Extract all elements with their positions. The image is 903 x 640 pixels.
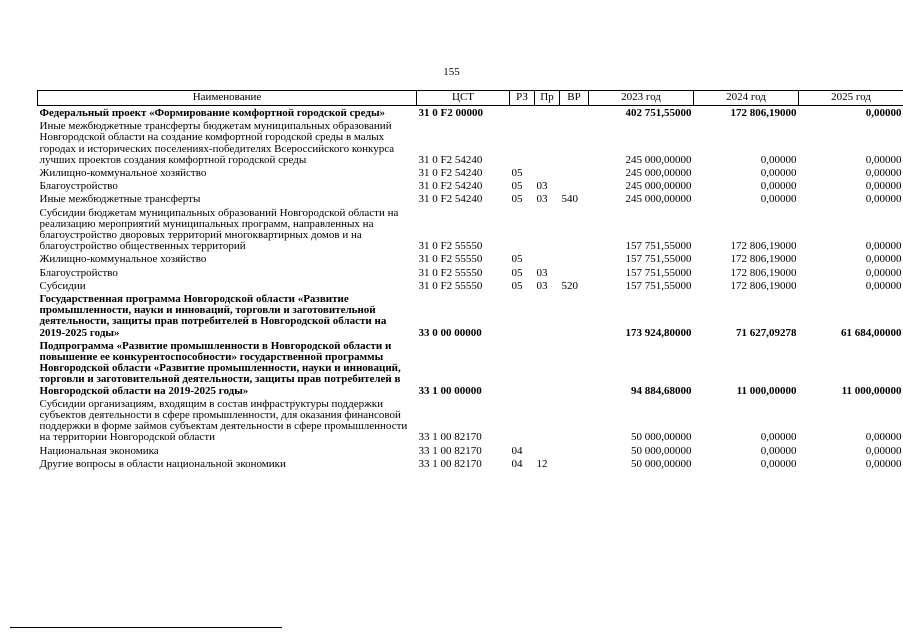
cell-2024: 172 806,19000 — [730, 107, 797, 119]
cell-vr — [560, 252, 589, 265]
cell-pr: 03 — [536, 266, 548, 279]
cell-2024: 71 627,09278 — [736, 326, 797, 339]
header-2025: 2025 год — [799, 91, 903, 106]
cell-cst: 31 0 F2 55550 — [418, 266, 483, 279]
cell-pr — [535, 166, 560, 179]
cell-2023: 50 000,00000 — [631, 431, 692, 444]
cell-2024: 172 806,19000 — [730, 266, 797, 279]
table-row — [38, 166, 903, 179]
header-pr: Пр — [535, 91, 560, 106]
header-2024: 2024 год — [694, 91, 799, 106]
cell-cst: 31 0 F2 55550 — [418, 279, 483, 292]
cell-name: Жилищно-коммунальное хозяйство — [39, 253, 207, 266]
cell-2025: 0,00000 — [865, 167, 902, 180]
cell-2023: 245 000,00000 — [625, 180, 692, 193]
cell-2023: 157 751,55000 — [625, 240, 692, 253]
cell-2024: 0,00000 — [760, 193, 797, 206]
cell-name: Субсидии бюджетам муниципальных образований Новгородской области на реализацию мероприятий муниципальных программ, направленных на благоустройство дворовых территорий многоквартирных домов и на благоустройство общественных территорий — [39, 206, 399, 253]
cell-pr — [535, 252, 560, 265]
cell-name: Жилищно-коммунальное хозяйство — [39, 167, 207, 180]
cell-2025: 0,00000 — [865, 431, 902, 444]
cell-2025: 0,00000 — [865, 266, 902, 279]
table-row — [38, 119, 903, 166]
cell-name: Подпрограмма «Развитие промышленности в Новгородской области и повышение ее конкурентоспособности» государственной программы Новгородской области «Развитие промышленности, науки и инноваций, торговли и заготовительной деятельности, защиты прав потребителей в Новгородской области на 2019-2025 годы» — [39, 339, 401, 397]
cell-2024: 0,00000 — [760, 180, 797, 193]
cell-2024: 172 806,19000 — [730, 240, 797, 253]
table-row — [38, 292, 903, 339]
cell-cst: 33 1 00 00000 — [418, 384, 482, 397]
cell-name: Иные межбюджетные трансферты — [39, 193, 201, 206]
table-header-row — [38, 91, 903, 106]
cell-vr — [560, 119, 589, 166]
cell-rz — [510, 292, 535, 339]
cell-2023: 50 000,00000 — [631, 457, 692, 470]
cell-2025: 0,00000 — [865, 107, 902, 119]
cell-cst: 31 0 F2 00000 — [418, 107, 483, 119]
table-row — [38, 192, 903, 205]
cell-2024: 172 806,19000 — [730, 279, 797, 292]
cell-2023: 173 924,80000 — [625, 326, 692, 339]
cell-cst: 33 1 00 82170 — [418, 457, 482, 470]
header-rz: РЗ — [510, 91, 535, 106]
table-row — [38, 106, 903, 120]
cell-name: Иные межбюджетные трансферты бюджетам муниципальных образований Новгородской области на создание комфортной городской среды в малых городах и исторических поселениях-победителях Всероссийского конкурса лучших проектов создания комфортной городской среды — [39, 120, 395, 166]
cell-rz: 05 — [511, 193, 523, 206]
cell-vr — [560, 106, 589, 120]
cell-2025: 61 684,00000 — [841, 326, 902, 339]
cell-rz — [510, 119, 535, 166]
cell-cst: 31 0 F2 55550 — [418, 253, 483, 266]
cell-pr — [535, 292, 560, 339]
cell-2025: 0,00000 — [865, 240, 902, 253]
cell-pr: 03 — [536, 193, 548, 206]
table-row — [38, 397, 903, 444]
cell-cst: 31 0 F2 54240 — [418, 180, 483, 193]
cell-2025: 0,00000 — [865, 180, 902, 193]
cell-pr: 12 — [536, 457, 548, 470]
table-row — [38, 279, 903, 292]
cell-2023: 157 751,55000 — [625, 279, 692, 292]
cell-rz: 04 — [511, 444, 523, 457]
budget-table — [37, 90, 903, 470]
cell-rz — [510, 206, 535, 253]
cell-vr — [560, 206, 589, 253]
cell-name: Благоустройство — [39, 266, 118, 279]
cell-vr: 540 — [561, 193, 578, 206]
cell-name: Государственная программа Новгородской области «Развитие промышленности, науки и инноваций, торговли и заготовительной деятельности, защиты прав потребителей в Новгородской области на 2019-2025 годы» — [39, 293, 387, 339]
cell-pr: 03 — [536, 180, 548, 193]
cell-pr — [535, 106, 560, 120]
cell-2024: 11 000,00000 — [736, 384, 797, 397]
cell-rz: 04 — [511, 457, 523, 470]
cell-cst: 31 0 F2 54240 — [418, 193, 483, 206]
page-number: 155 — [443, 66, 460, 78]
cell-2023: 94 884,68000 — [631, 384, 692, 397]
cell-2023: 245 000,00000 — [625, 153, 692, 166]
table-row — [38, 252, 903, 265]
cell-2025: 0,00000 — [865, 279, 902, 292]
table-row — [38, 266, 903, 279]
cell-2024: 0,00000 — [760, 457, 797, 470]
cell-cst: 33 1 00 82170 — [418, 444, 482, 457]
cell-vr — [560, 457, 589, 470]
header-2023: 2023 год — [589, 91, 694, 106]
cell-2023: 157 751,55000 — [625, 253, 692, 266]
cell-cst: 31 0 F2 54240 — [418, 153, 483, 166]
cell-cst: 31 0 F2 54240 — [418, 167, 483, 180]
header-cst: ЦСТ — [417, 91, 510, 106]
cell-pr — [535, 444, 560, 457]
cell-2025: 0,00000 — [865, 253, 902, 266]
cell-cst: 33 0 00 00000 — [418, 326, 482, 339]
cell-vr: 520 — [561, 279, 578, 292]
cell-pr — [535, 206, 560, 253]
cell-name: Федеральный проект «Формирование комфортной городской среды» — [39, 107, 386, 119]
table-row — [38, 179, 903, 192]
header-name: Наименование — [38, 91, 417, 106]
cell-rz — [510, 106, 535, 120]
cell-2024: 0,00000 — [760, 153, 797, 166]
table-row — [38, 206, 903, 253]
cell-2023: 157 751,55000 — [625, 266, 692, 279]
cell-name: Субсидии организациям, входящим в состав инфраструктуры поддержки субъектов деятельности в сфере промышленности, для оказания финансовой поддержки в форме займов субъектам деятельности в сфере промышленности на территории Новгородской области — [39, 397, 408, 444]
footer-rule — [10, 627, 282, 628]
cell-vr — [560, 339, 589, 397]
cell-rz: 05 — [511, 279, 523, 292]
cell-2025: 0,00000 — [865, 153, 902, 166]
cell-2024: 0,00000 — [760, 167, 797, 180]
cell-2023: 245 000,00000 — [625, 167, 692, 180]
cell-pr — [535, 119, 560, 166]
cell-name: Национальная экономика — [39, 444, 159, 457]
cell-vr — [560, 444, 589, 457]
cell-2024: 0,00000 — [760, 444, 797, 457]
cell-vr — [560, 292, 589, 339]
cell-vr — [560, 166, 589, 179]
cell-2024: 172 806,19000 — [730, 253, 797, 266]
cell-cst: 31 0 F2 55550 — [418, 240, 483, 253]
cell-2023: 50 000,00000 — [631, 444, 692, 457]
cell-name: Другие вопросы в области национальной экономики — [39, 457, 286, 470]
table-body — [38, 106, 903, 471]
table-row — [38, 339, 903, 397]
cell-name: Благоустройство — [39, 180, 118, 193]
cell-2023: 245 000,00000 — [625, 193, 692, 206]
cell-rz: 05 — [511, 253, 523, 266]
header-vr: ВР — [560, 91, 589, 106]
cell-name: Субсидии — [39, 279, 86, 292]
cell-2025: 0,00000 — [865, 457, 902, 470]
table-row — [38, 444, 903, 457]
cell-rz: 05 — [511, 180, 523, 193]
cell-cst: 33 1 00 82170 — [418, 431, 482, 444]
cell-rz: 05 — [511, 167, 523, 180]
cell-rz — [510, 397, 535, 444]
cell-2023: 402 751,55000 — [625, 107, 692, 119]
cell-2024: 0,00000 — [760, 431, 797, 444]
cell-vr — [560, 179, 589, 192]
cell-rz: 05 — [511, 266, 523, 279]
cell-2025: 0,00000 — [865, 444, 902, 457]
cell-rz — [510, 339, 535, 397]
table-row — [38, 457, 903, 470]
cell-vr — [560, 397, 589, 444]
cell-2025: 11 000,00000 — [841, 384, 902, 397]
cell-2025: 0,00000 — [865, 193, 902, 206]
cell-vr — [560, 266, 589, 279]
cell-pr: 03 — [536, 279, 548, 292]
cell-pr — [535, 397, 560, 444]
cell-pr — [535, 339, 560, 397]
